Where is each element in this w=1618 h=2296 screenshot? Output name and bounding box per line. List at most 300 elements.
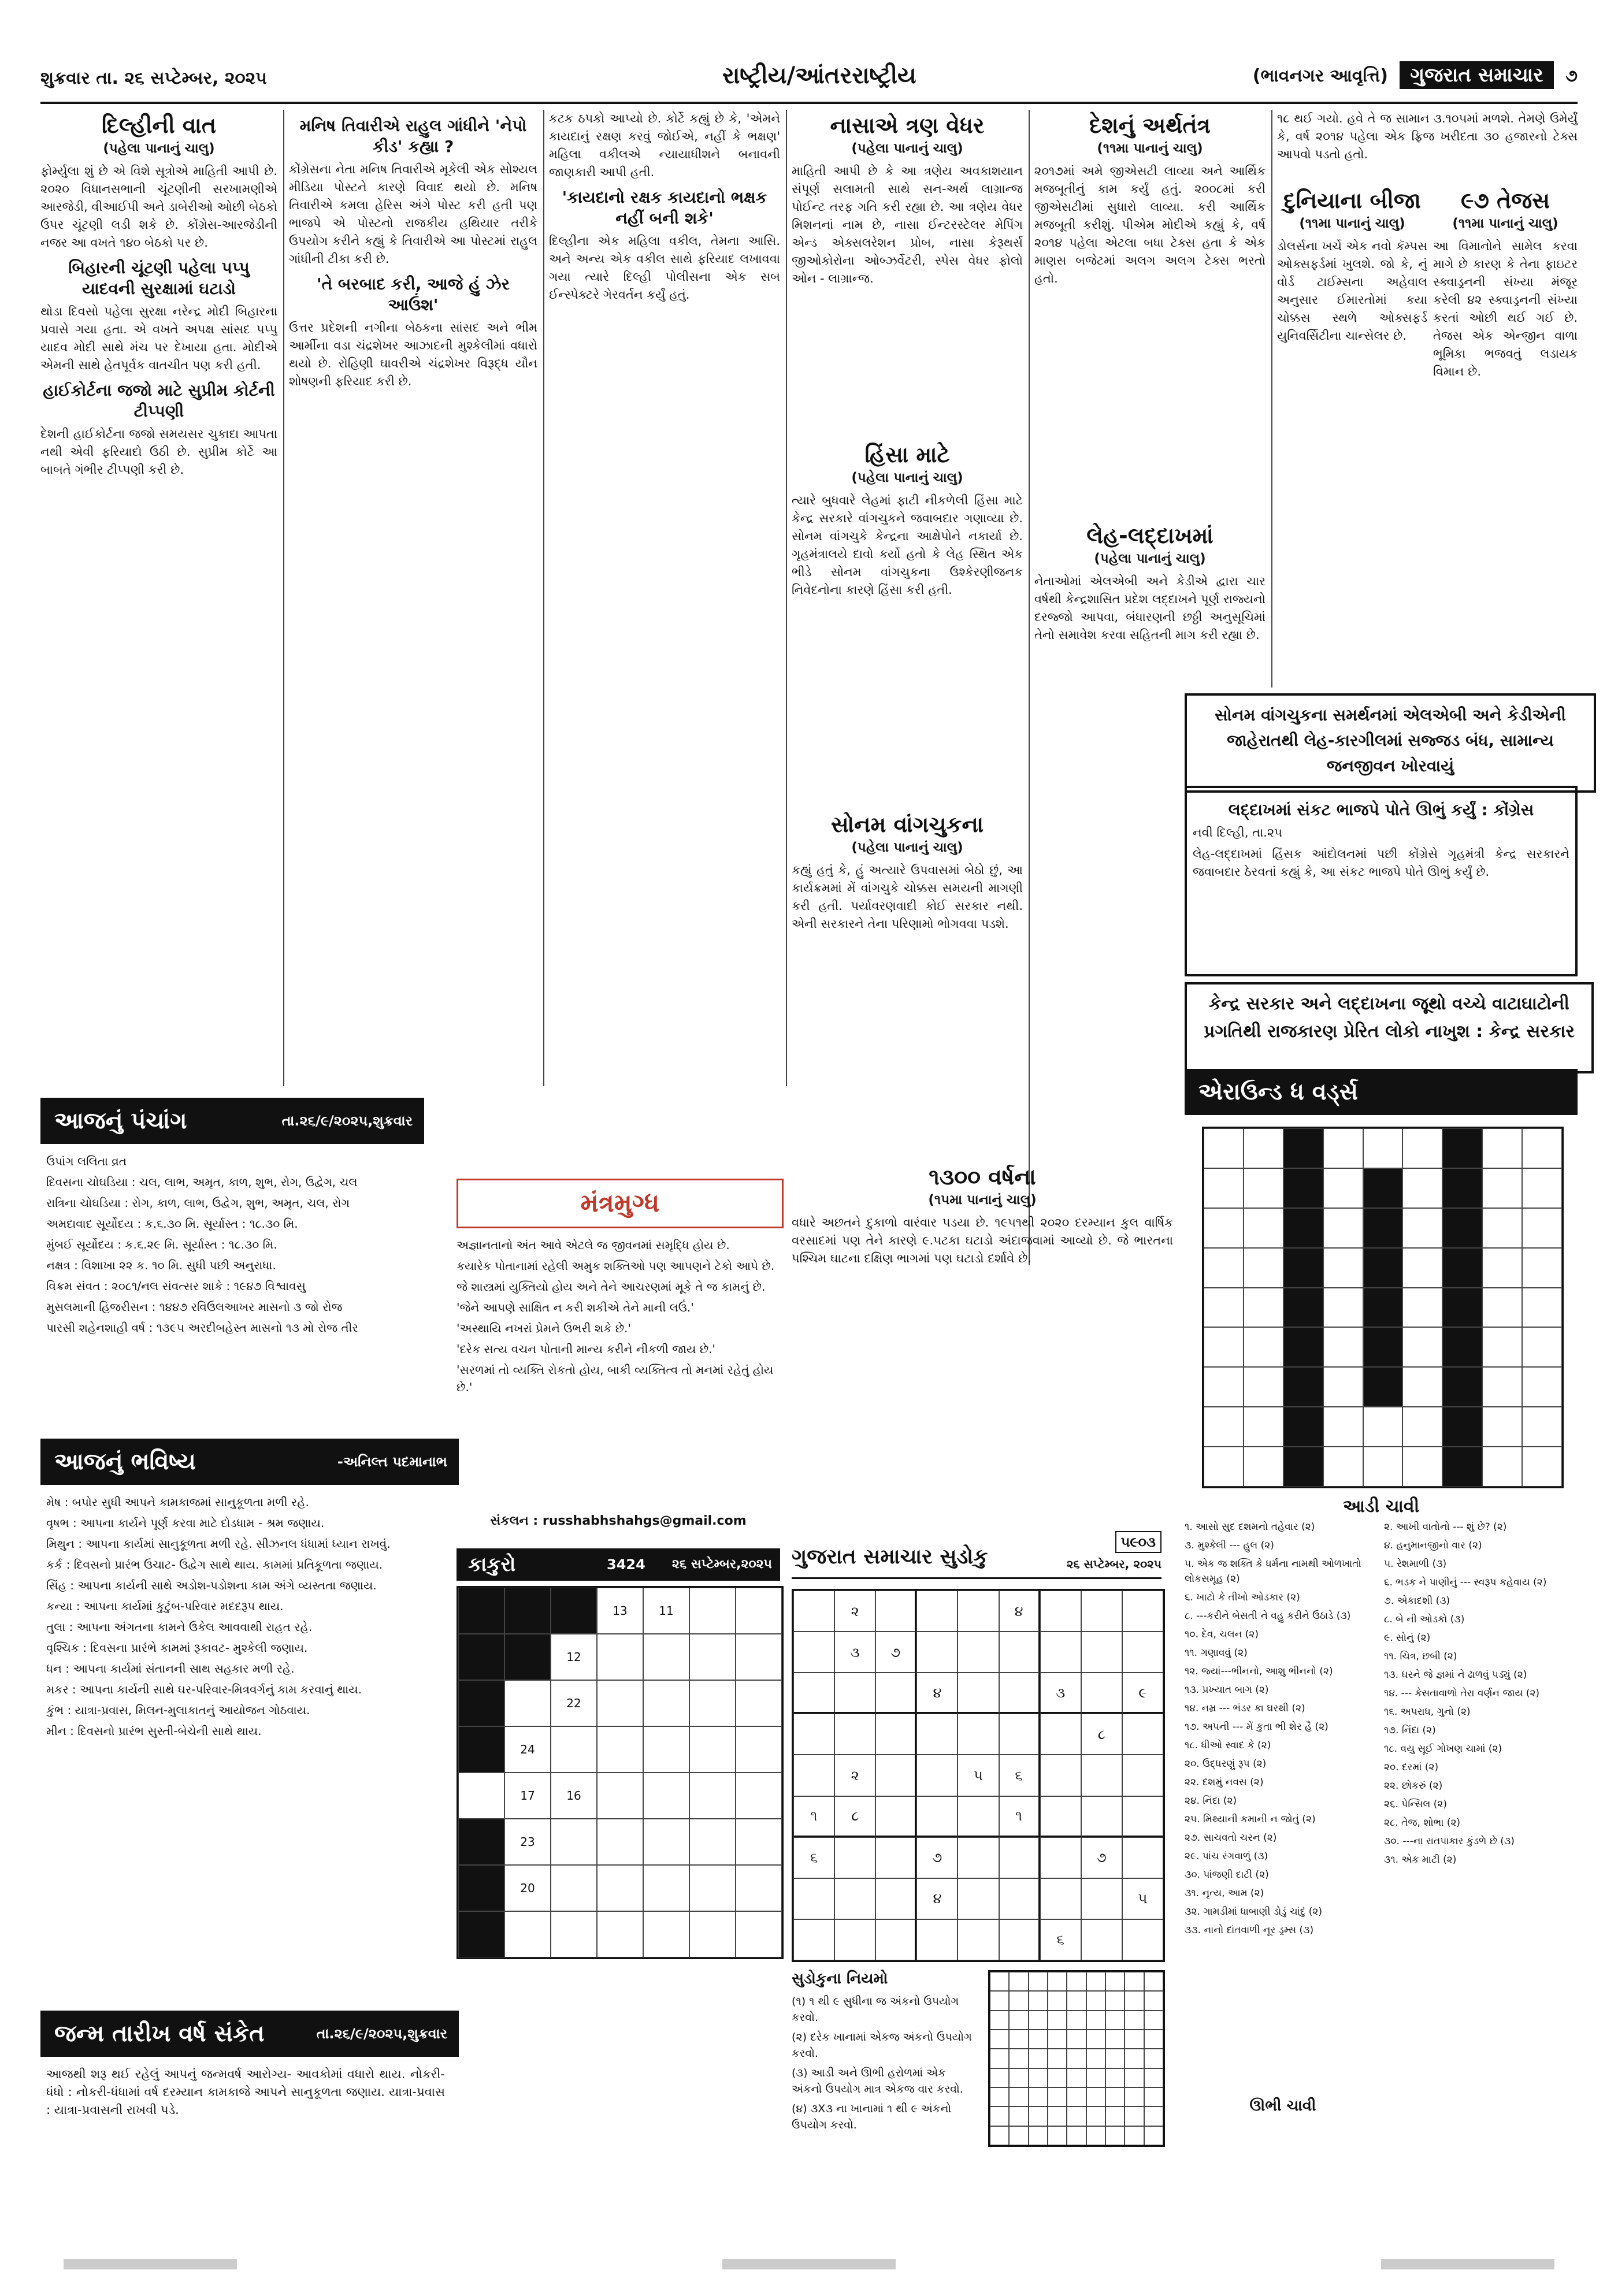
crossword-cell[interactable] xyxy=(1244,1128,1283,1168)
sudoku-cell[interactable]: ૬ xyxy=(793,1837,834,1878)
kakuro-cell[interactable] xyxy=(597,1865,643,1911)
crossword-cell xyxy=(1442,1168,1482,1208)
sudoku-cell[interactable]: ૩ xyxy=(1040,1673,1081,1714)
sudoku-solution-cell xyxy=(1009,2011,1028,2030)
crossword-cell[interactable] xyxy=(1363,1407,1403,1447)
sudoku-cell[interactable]: ૬ xyxy=(1040,1919,1081,1960)
kakuro-cell[interactable] xyxy=(551,1819,597,1865)
sudoku-solution-cell xyxy=(1009,2068,1028,2087)
clue-across: ૩૦. પાંજણી દાટી (૨) xyxy=(1185,1869,1269,1881)
sudoku-cell[interactable] xyxy=(999,1919,1040,1960)
kakuro-cell[interactable] xyxy=(736,1773,782,1819)
issue-date: શુક્રવાર તા. ૨૬ સપ્ટેમ્બર, ૨૦૨૫ xyxy=(40,68,267,88)
sudoku-cell[interactable] xyxy=(1081,1673,1122,1714)
kakuro-cell[interactable] xyxy=(597,1911,643,1957)
sudoku-cell[interactable] xyxy=(875,1673,916,1714)
sudoku-cell[interactable] xyxy=(793,1919,834,1960)
sudoku-cell[interactable] xyxy=(834,1878,875,1919)
crossword-cell[interactable] xyxy=(1244,1407,1283,1447)
clue-down: ૩૧. એક માટી (૨) xyxy=(1384,1854,1457,1866)
sudoku-cell[interactable] xyxy=(1081,1755,1122,1796)
kakuro-date: ૨૬ સપ્ટેમ્બર,૨૦૨૫ xyxy=(671,1557,772,1571)
kakuro-cell[interactable]: 24 xyxy=(504,1726,551,1773)
sudoku-cell[interactable] xyxy=(1040,1796,1081,1837)
crossword-cell[interactable] xyxy=(1402,1288,1442,1328)
crossword-cell[interactable] xyxy=(1323,1248,1363,1288)
sudoku-cell[interactable] xyxy=(1081,1591,1122,1632)
crossword-cell xyxy=(1283,1327,1323,1367)
kakuro-cell xyxy=(458,1634,504,1680)
sudoku-cell[interactable]: ૬ xyxy=(999,1755,1040,1796)
mantra-line: અજ્ઞાનતાનો અંત આવે એટલે જ જીવનમાં સમૃદ્ધિ હોય છે. xyxy=(457,1238,730,1252)
sudoku-cell[interactable]: ૧ xyxy=(793,1796,834,1837)
clue-down: ૬. ભડક ને પાણીનું --- સ્વરૂપ કહેવાય (૨) xyxy=(1384,1577,1547,1588)
crossword-cell[interactable] xyxy=(1244,1288,1283,1328)
mantra-list xyxy=(457,1236,780,1508)
sudoku-solution-cell xyxy=(1105,2126,1125,2145)
kakuro-cell[interactable]: 16 xyxy=(551,1773,597,1819)
mantra-contact: સંકલન : russhabhshahgs@gmail.com xyxy=(490,1514,747,1528)
sudoku-cell[interactable] xyxy=(1122,1796,1163,1837)
sudoku-solution-cell xyxy=(1067,2030,1086,2049)
sudoku-cell[interactable] xyxy=(916,1755,958,1796)
sudoku-cell[interactable] xyxy=(958,1673,999,1714)
panchang-line: નક્ષત્ર : વિશાખા ૨૨ ક. ૧૦ મિ. સુધી પછી અનુરાધા. xyxy=(46,1258,276,1272)
sudoku-cell[interactable] xyxy=(793,1714,834,1755)
kakuro-cell[interactable] xyxy=(458,1773,504,1819)
sudoku-solution-cell xyxy=(1048,2068,1067,2087)
clue-across: ૧૪. નમ્ર --- ભંડર કા ઘરથી (૨) xyxy=(1185,1703,1305,1714)
kakuro-cell[interactable] xyxy=(551,1865,597,1911)
sudoku-cell[interactable] xyxy=(1122,1919,1163,1960)
kakuro-grid[interactable] xyxy=(457,1586,784,1959)
sudoku-solution-cell xyxy=(1086,2126,1105,2145)
kakuro-cell[interactable] xyxy=(504,1680,551,1726)
sudoku-cell[interactable] xyxy=(1081,1919,1122,1960)
sudoku-solution-cell xyxy=(1029,2087,1048,2106)
sudoku-cell[interactable] xyxy=(958,1796,999,1837)
kakuro-cell[interactable] xyxy=(597,1726,643,1773)
sudoku-cell[interactable] xyxy=(999,1673,1040,1714)
clue-across: ૨૯. પાંચ રંગવાળું (૩) xyxy=(1185,1851,1268,1862)
sudoku-cell[interactable] xyxy=(834,1673,875,1714)
sudoku-solution-cell xyxy=(990,2087,1009,2106)
sudoku-solution-cell xyxy=(1009,1972,1028,1991)
clue-down: ૭. એકાદશી (૩) xyxy=(1384,1595,1450,1607)
sudoku-cell[interactable]: ૭ xyxy=(1081,1837,1122,1878)
crossword-cell[interactable] xyxy=(1204,1447,1244,1487)
kakuro-cell[interactable] xyxy=(551,1911,597,1957)
crossword-cell[interactable] xyxy=(1204,1407,1244,1447)
sudoku-cell[interactable] xyxy=(958,1878,999,1919)
crossword-cell[interactable] xyxy=(1204,1367,1244,1407)
clue-down: ૨. આખી વાતોનો --- શું છે? (૨) xyxy=(1384,1521,1507,1533)
kakuro-cell[interactable] xyxy=(597,1634,643,1680)
subheadline: બિહારની ચૂંટણી પહેલા પપ્પુ યાદવની સુરક્ષામાં ઘટાડો xyxy=(68,258,250,298)
clues-across xyxy=(1185,1519,1381,2097)
continued-note: (૧૧મા પાનાનું ચાલુ) xyxy=(1299,216,1405,231)
crossword-cell xyxy=(1283,1407,1323,1447)
kakuro-cell[interactable] xyxy=(689,1634,736,1680)
kakuro-cell[interactable] xyxy=(643,1726,689,1773)
sudoku-cell[interactable] xyxy=(793,1591,834,1632)
sudoku-cell[interactable] xyxy=(1081,1796,1122,1837)
sudoku-solution-cell xyxy=(990,2126,1009,2145)
sudoku-solution-cell xyxy=(1048,2126,1067,2145)
paper-name: ગુજરાત સમાચાર xyxy=(1400,61,1553,89)
kakuro-cell[interactable] xyxy=(689,1773,736,1819)
kakuro-cell[interactable] xyxy=(689,1865,736,1911)
sudoku-cell[interactable] xyxy=(1040,1837,1081,1878)
clues-down xyxy=(1384,1519,1578,2097)
sudoku-cell[interactable]: ૫ xyxy=(958,1755,999,1796)
crossword-cell[interactable] xyxy=(1522,1327,1562,1367)
clue-across: ૬. ખાટો કે તીખો ઓડકાર (૨) xyxy=(1185,1592,1300,1603)
sudoku-grid[interactable] xyxy=(792,1589,1165,1962)
clue-across: ૩. મુશ્કેલી --- હુલ (૨) xyxy=(1185,1540,1274,1551)
sudoku-cell[interactable] xyxy=(958,1714,999,1755)
crossword-cell[interactable] xyxy=(1204,1208,1244,1248)
clue-across: ૩૨. ગામડીમાં ધાબાણી ડોડું ચાંદું (૨) xyxy=(1185,1906,1322,1918)
sudoku-cell[interactable]: ૪ xyxy=(916,1878,958,1919)
crossword-cell[interactable] xyxy=(1204,1327,1244,1367)
sudoku-cell[interactable] xyxy=(916,1632,958,1673)
headline: મનિષ તિવારીએ રાહુલ ગાંધીને 'નેપો કીડ' કહ્યા ? xyxy=(299,116,527,156)
kakuro-cell[interactable]: 11 xyxy=(643,1588,689,1634)
page-header xyxy=(40,58,1578,98)
sudoku-cell[interactable]: ૮ xyxy=(834,1796,875,1837)
crossword-cell xyxy=(1442,1208,1482,1248)
kakuro-cell[interactable] xyxy=(643,1680,689,1726)
sudoku-cell[interactable] xyxy=(1040,1591,1081,1632)
sudoku-cell[interactable] xyxy=(1122,1837,1163,1878)
kakuro-cell[interactable] xyxy=(643,1634,689,1680)
clue-down: ૨૦. દરમાં (૨) xyxy=(1384,1762,1439,1773)
crossword-cell[interactable] xyxy=(1323,1327,1363,1367)
kakuro-cell xyxy=(458,1726,504,1773)
subheadline: 'કાયદાનો રક્ષક કાયદાનો ભક્ષક નહીં બની શકે' xyxy=(562,188,767,228)
kakuro-cell[interactable]: 22 xyxy=(551,1680,597,1726)
kakuro-cell[interactable] xyxy=(736,1634,782,1680)
sudoku-cell[interactable] xyxy=(834,1919,875,1960)
panchang-line: રાત્રિના ચોઘડિયા : રોગ, કાળ, લાભ, ઉદ્વેગ, શુભ, અમૃત, ચલ, રોગ xyxy=(46,1196,350,1210)
sudoku-solution-cell xyxy=(1086,1972,1105,1991)
body: ડોલર્સના ખર્ચે એક નવો કૅમ્પસ ઓક્સફર્ડમાં ખુલશે. જો કે, નું વોર્ડ ટાઈમ્સના અહેવાલ અનુસાર ઈમારતોમાં કયા ચોક્કસ સ્થળે ઓક્સફર્ડ યુનિવર્સિટીના ચાન્સેલર છે. xyxy=(1277,239,1427,343)
kakuro-cell[interactable] xyxy=(643,1819,689,1865)
crossword-cell[interactable] xyxy=(1323,1367,1363,1407)
sudoku-solution-cell xyxy=(1009,2030,1028,2049)
sudoku-cell[interactable]: ૪ xyxy=(999,1591,1040,1632)
sudoku-title: ગુજરાત સમાચાર સુડોકુ xyxy=(792,1545,988,1569)
crossword-cell[interactable] xyxy=(1482,1248,1522,1288)
sudoku-cell[interactable] xyxy=(999,1837,1040,1878)
janma-date: તા.૨૬/૯/૨૦૨૫,શુક્રવાર xyxy=(316,2026,447,2042)
clue-across: ૧૮. ધીઓ સ્વાદ કે (૨) xyxy=(1185,1740,1271,1751)
kakuro-cell[interactable] xyxy=(736,1819,782,1865)
crossword-cell[interactable] xyxy=(1323,1168,1363,1208)
sudoku-cell[interactable] xyxy=(1122,1714,1163,1755)
crossword-cell[interactable] xyxy=(1522,1447,1562,1487)
bhavishya-list xyxy=(46,1493,445,2002)
crossword-cell[interactable] xyxy=(1402,1367,1442,1407)
crossword-cell xyxy=(1363,1367,1403,1407)
sudoku-solution-cell xyxy=(1144,1991,1163,2010)
sudoku-cell[interactable] xyxy=(875,1837,916,1878)
body: વધારે અછતને દુકાળો વારંવાર પડયા છે. ૧૯૫૧થી ૨૦૨૦ દરમ્યાન કુલ વાર્ષિક વરસાદમાં પણ તેને કારણે ૯.૫ટકા ઘટાડો અંદાજવામાં આવ્યો છે. જે ભારતના પશ્ચિમ ઘાટના દક્ષિણ ભાગમાં પણ ઘટાડો દર્શાવે છે. xyxy=(792,1216,1173,1265)
kakuro-cell[interactable] xyxy=(689,1680,736,1726)
sudoku-cell[interactable]: ૭ xyxy=(875,1632,916,1673)
crossword-cell[interactable] xyxy=(1522,1248,1562,1288)
sudoku-solution-cell xyxy=(1125,1991,1144,2010)
crossword-cell[interactable] xyxy=(1522,1407,1562,1447)
crossword-cell[interactable] xyxy=(1522,1208,1562,1248)
crossword-cell[interactable] xyxy=(1482,1327,1522,1367)
crossword-cell[interactable] xyxy=(1204,1168,1244,1208)
crossword-cell[interactable] xyxy=(1244,1248,1283,1288)
sudoku-cell[interactable] xyxy=(875,1878,916,1919)
sudoku-cell[interactable] xyxy=(958,1919,999,1960)
kakuro-cell[interactable] xyxy=(736,1911,782,1957)
body: ફોર્મ્યુલા શું છે એ વિશે સૂત્રોએ માહિતી આપી છે. ૨૦૨૦ વિધાનસભાની ચૂંટણીની સરખામણીએ આરજેડી, વીઆઈપી અને ડાબેરીઓ ઓછી બેઠકો ઉપર ચૂંટણી લડી શકે છે. કોંગ્રેસ-આરજેડીની નજર આ વખતે ૧૪૦ બેઠકો પર છે. xyxy=(40,164,277,250)
sudoku-cell[interactable] xyxy=(793,1673,834,1714)
kakuro-cell[interactable] xyxy=(736,1726,782,1773)
clue-across: ૮. ---કરીને બેસતી ને વહુ કરીને ઉઠાડે (૩) xyxy=(1185,1610,1351,1622)
sudoku-cell[interactable] xyxy=(916,1591,958,1632)
clue-down: ૫. રેશમાળી (૩) xyxy=(1384,1558,1447,1570)
headline: સોનમ વાંગચુકના સમર્થનમાં એલએબી અને કેડીએની જાહેરાતથી લેહ-કારગીલમાં સજ્જડ બંધ, સામાન્ય જનજીવન ખોરવાયું xyxy=(1215,705,1566,775)
sudoku-cell[interactable]: ૧ xyxy=(999,1796,1040,1837)
sudoku-cell[interactable] xyxy=(875,1919,916,1960)
sudoku-cell[interactable] xyxy=(958,1591,999,1632)
sudoku-solution-cell xyxy=(1105,2049,1125,2068)
mantra-title: મંત્રમુગ્ધ xyxy=(457,1179,784,1228)
sudoku-cell[interactable] xyxy=(999,1714,1040,1755)
sudoku-solution-cell xyxy=(1009,2049,1028,2068)
bhavishya-author: -અનિલ્ત પદમાનાભ xyxy=(337,1454,447,1470)
kakuro-cell[interactable]: 13 xyxy=(597,1588,643,1634)
clue-down: ૩૦. ---ના રાતપાકાર કુંડળે છે (૩) xyxy=(1384,1836,1515,1847)
sudoku-cell[interactable]: ૯ xyxy=(1122,1673,1163,1714)
sudoku-solution-cell xyxy=(1144,2087,1163,2106)
clue-across: ૩૧. નૃત્ય, આમ (૨) xyxy=(1185,1888,1264,1899)
sudoku-solution-cell xyxy=(1086,2011,1105,2030)
zodiac-sign-forecast: વૃષભ : આપના કાર્યને પૂર્ણ કરવા માટે દોડધામ - શ્રમ જણાય. xyxy=(46,1516,325,1530)
kakuro-cell[interactable] xyxy=(689,1819,736,1865)
kakuro-cell[interactable] xyxy=(597,1773,643,1819)
sudoku-cell[interactable] xyxy=(958,1632,999,1673)
sudoku-cell[interactable] xyxy=(1040,1878,1081,1919)
bhavishya-header xyxy=(40,1439,459,1485)
clue-across: ૧૩. પ્રખ્યાત બાગ (૨) xyxy=(1185,1684,1269,1696)
sudoku-cell[interactable]: ૭ xyxy=(916,1837,958,1878)
crossword-cell[interactable] xyxy=(1482,1288,1522,1328)
clue-across: ૧૧. ગણાવવું (૨) xyxy=(1185,1647,1248,1659)
sudoku-cell[interactable] xyxy=(834,1837,875,1878)
sudoku-solution-cell xyxy=(1009,2106,1028,2126)
kakuro-cell[interactable] xyxy=(643,1911,689,1957)
sudoku-cell[interactable]: ૪ xyxy=(916,1673,958,1714)
sudoku-solution-cell xyxy=(990,2030,1009,2049)
sudoku-cell[interactable] xyxy=(1040,1755,1081,1796)
kakuro-cell[interactable] xyxy=(736,1588,782,1634)
sudoku-cell[interactable] xyxy=(1081,1632,1122,1673)
crossword-cell[interactable] xyxy=(1363,1128,1403,1168)
kakuro-cell[interactable] xyxy=(736,1680,782,1726)
body: લેહ-લદ્દાખમાં હિંસક આંદોલનમાં પછી કોંગ્રેસે ગૃહમંત્રી કેન્દ્ર સરકારને જવાબદાર ઠેરવતાં કહ્યું કે, આ સંકટ ભાજપે પોતે ઊભું કર્યું છે. xyxy=(1193,847,1569,879)
crossword-cell[interactable] xyxy=(1244,1447,1283,1487)
sudoku-cell[interactable] xyxy=(999,1878,1040,1919)
crossword-cell[interactable] xyxy=(1204,1128,1244,1168)
crossword-cell xyxy=(1442,1288,1482,1328)
kakuro-cell[interactable] xyxy=(736,1865,782,1911)
crossword-cell[interactable] xyxy=(1482,1168,1522,1208)
sudoku-cell[interactable] xyxy=(1040,1714,1081,1755)
headline: ૧૩૦૦ વર્ષના xyxy=(929,1164,1036,1190)
crossword-cell[interactable] xyxy=(1482,1447,1522,1487)
sudoku-cell[interactable] xyxy=(958,1837,999,1878)
article-court xyxy=(549,110,780,1092)
crossword-cell[interactable] xyxy=(1482,1367,1522,1407)
sudoku-solution-cell xyxy=(1029,1991,1048,2010)
crossword-cell[interactable] xyxy=(1323,1288,1363,1328)
kakuro-cell[interactable]: 20 xyxy=(504,1865,551,1911)
bhavishya-title: આજનું ભવિષ્ય xyxy=(54,1448,196,1475)
sudoku-cell[interactable]: ૫ xyxy=(1122,1878,1163,1919)
kakuro-cell[interactable] xyxy=(504,1911,551,1957)
janma-header xyxy=(40,2011,459,2057)
sudoku-cell[interactable]: ૩ xyxy=(834,1632,875,1673)
subheadline: હાઈકોર્ટના જજો માટે સુપ્રીમ કોર્ટની ટીપ્પણી xyxy=(43,381,275,421)
crossword-cell[interactable] xyxy=(1204,1288,1244,1328)
clue-across: ૧. આસો સુદ દશમનો તહેવાર (૨) xyxy=(1185,1521,1315,1533)
crossword-cell[interactable] xyxy=(1363,1447,1403,1487)
crossword-cell[interactable] xyxy=(1244,1327,1283,1367)
crossword-cell xyxy=(1363,1248,1403,1288)
janma-title: જન્મ તારીખ વર્ષ સંકેત xyxy=(54,2020,265,2047)
sudoku-cell[interactable]: ૨ xyxy=(834,1755,875,1796)
crossword-cell[interactable] xyxy=(1522,1168,1562,1208)
sudoku-cell[interactable] xyxy=(793,1755,834,1796)
kakuro-cell[interactable] xyxy=(551,1726,597,1773)
headline: દિલ્હીની વાત xyxy=(101,113,217,138)
sudoku-solution-cell xyxy=(1048,2030,1067,2049)
clue-across: ૧૭. અપની --- મેં કુતા ભી શેર હૈ (૨) xyxy=(1185,1721,1328,1733)
kakuro-cell[interactable]: 23 xyxy=(504,1819,551,1865)
header-rule xyxy=(40,102,1578,104)
crossword-cell xyxy=(1442,1407,1482,1447)
crossword-cell[interactable] xyxy=(1482,1407,1522,1447)
sudoku-solution-cell xyxy=(1086,2068,1105,2087)
sudoku-solution-cell xyxy=(1144,2049,1163,2068)
sudoku-cell[interactable] xyxy=(793,1878,834,1919)
sudoku-cell[interactable]: ૨ xyxy=(834,1591,875,1632)
sudoku-solution-cell xyxy=(1105,1972,1125,1991)
crossword-title: એરાઉન્ડ ધ વર્ડ્સ xyxy=(1185,1069,1578,1115)
sudoku-date: ૨૬ સપ્ટેમ્બર, ૨૦૨૫ xyxy=(1066,1557,1161,1571)
sudoku-solution-cell xyxy=(1067,1972,1086,1991)
crossword-cell[interactable] xyxy=(1522,1128,1562,1168)
kakuro-cell[interactable] xyxy=(689,1911,736,1957)
sudoku-cell[interactable] xyxy=(1040,1632,1081,1673)
clue-down: ૨૨. છોકરું (૨) xyxy=(1384,1780,1443,1792)
crossword-cell[interactable] xyxy=(1244,1367,1283,1407)
zodiac-sign-forecast: કન્યા : આપના કાર્યમાં કુટુંબ-પરિવાર મદદરૂપ થાય. xyxy=(46,1599,284,1613)
sudoku-cell[interactable] xyxy=(1081,1878,1122,1919)
sudoku-cell[interactable] xyxy=(916,1796,958,1837)
kakuro-cell[interactable]: 17 xyxy=(504,1773,551,1819)
crossword-cell[interactable] xyxy=(1402,1128,1442,1168)
crossword-cell[interactable] xyxy=(1402,1327,1442,1367)
crossword-cell[interactable] xyxy=(1402,1407,1442,1447)
sudoku-cell[interactable] xyxy=(1122,1591,1163,1632)
clue-across: ૫. એક જ શક્તિ કે ધર્મના નામથી ઓળખાતો લોકસમૂહ (૨) xyxy=(1185,1558,1361,1585)
sudoku-cell[interactable] xyxy=(916,1919,958,1960)
crossword-cell[interactable] xyxy=(1402,1168,1442,1208)
sudoku-cell[interactable] xyxy=(999,1632,1040,1673)
crossword-cell[interactable] xyxy=(1402,1248,1442,1288)
clue-across: ૨૪. નિંદા (૨) xyxy=(1185,1795,1237,1807)
sudoku-cell[interactable] xyxy=(875,1755,916,1796)
kakuro-cell[interactable] xyxy=(597,1680,643,1726)
crossword-grid[interactable] xyxy=(1202,1127,1564,1488)
sudoku-cell[interactable]: ૮ xyxy=(1081,1714,1122,1755)
kakuro-cell[interactable] xyxy=(689,1588,736,1634)
panchang-line: દિવસના ચોઘડિયા : ચલ, લાભ, અમૃત, કાળ, શુભ, રોગ, ઉદ્વેગ, ચલ xyxy=(46,1175,358,1189)
continued-note: (૧૫મા પાનાનું ચાલુ) xyxy=(928,1192,1037,1208)
kakuro-cell[interactable]: 12 xyxy=(551,1634,597,1680)
crossword-cell xyxy=(1283,1447,1323,1487)
sudoku-solution-cell xyxy=(1048,2087,1067,2106)
clue-down: ૧૩. ઘરને જે જ્ઞમાં ને ઢાળવું પડ્યું (૨) xyxy=(1384,1669,1527,1681)
sudoku-cell[interactable] xyxy=(875,1591,916,1632)
sudoku-cell[interactable] xyxy=(875,1714,916,1755)
crossword-cell[interactable] xyxy=(1323,1407,1363,1447)
ubhi-title: ઊભી ચાવી xyxy=(1249,2097,1316,2115)
crossword-cell xyxy=(1283,1128,1323,1168)
crossword-cell[interactable] xyxy=(1522,1288,1562,1328)
kakuro-cell[interactable] xyxy=(597,1819,643,1865)
kakuro-cell xyxy=(504,1588,551,1634)
mantra-line: 'અસ્થાયિ નખરાં પ્રેમને ઉભરી શકે છે.' xyxy=(457,1321,632,1335)
sudoku-cell[interactable] xyxy=(834,1714,875,1755)
sudoku-cell[interactable] xyxy=(875,1796,916,1837)
crossword-cell[interactable] xyxy=(1402,1447,1442,1487)
crossword-cell[interactable] xyxy=(1244,1168,1283,1208)
crossword-cell[interactable] xyxy=(1204,1248,1244,1288)
crossword-cell[interactable] xyxy=(1522,1367,1562,1407)
sudoku-solution xyxy=(988,1970,1165,2147)
sudoku-cell[interactable] xyxy=(916,1714,958,1755)
sudoku-solution-cell xyxy=(1105,2068,1125,2087)
sudoku-cell[interactable] xyxy=(1122,1755,1163,1796)
crossword-cell[interactable] xyxy=(1323,1128,1363,1168)
kakuro-cell[interactable] xyxy=(643,1773,689,1819)
crossword-cell[interactable] xyxy=(1482,1208,1522,1248)
crossword-cell[interactable] xyxy=(1402,1208,1442,1248)
crossword-cell[interactable] xyxy=(1244,1208,1283,1248)
kakuro-cell[interactable] xyxy=(689,1726,736,1773)
sudoku-cell[interactable] xyxy=(793,1632,834,1673)
crossword-cell[interactable] xyxy=(1482,1128,1522,1168)
sudoku-solution-cell xyxy=(1067,2011,1086,2030)
kakuro-cell[interactable] xyxy=(643,1865,689,1911)
crossword-cell[interactable] xyxy=(1323,1447,1363,1487)
sudoku-cell[interactable] xyxy=(1122,1632,1163,1673)
sudoku-solution-cell xyxy=(1144,2106,1163,2126)
article-vangchuk xyxy=(792,809,1023,1156)
kakuro-cell xyxy=(458,1819,504,1865)
crossword-cell[interactable] xyxy=(1323,1208,1363,1248)
